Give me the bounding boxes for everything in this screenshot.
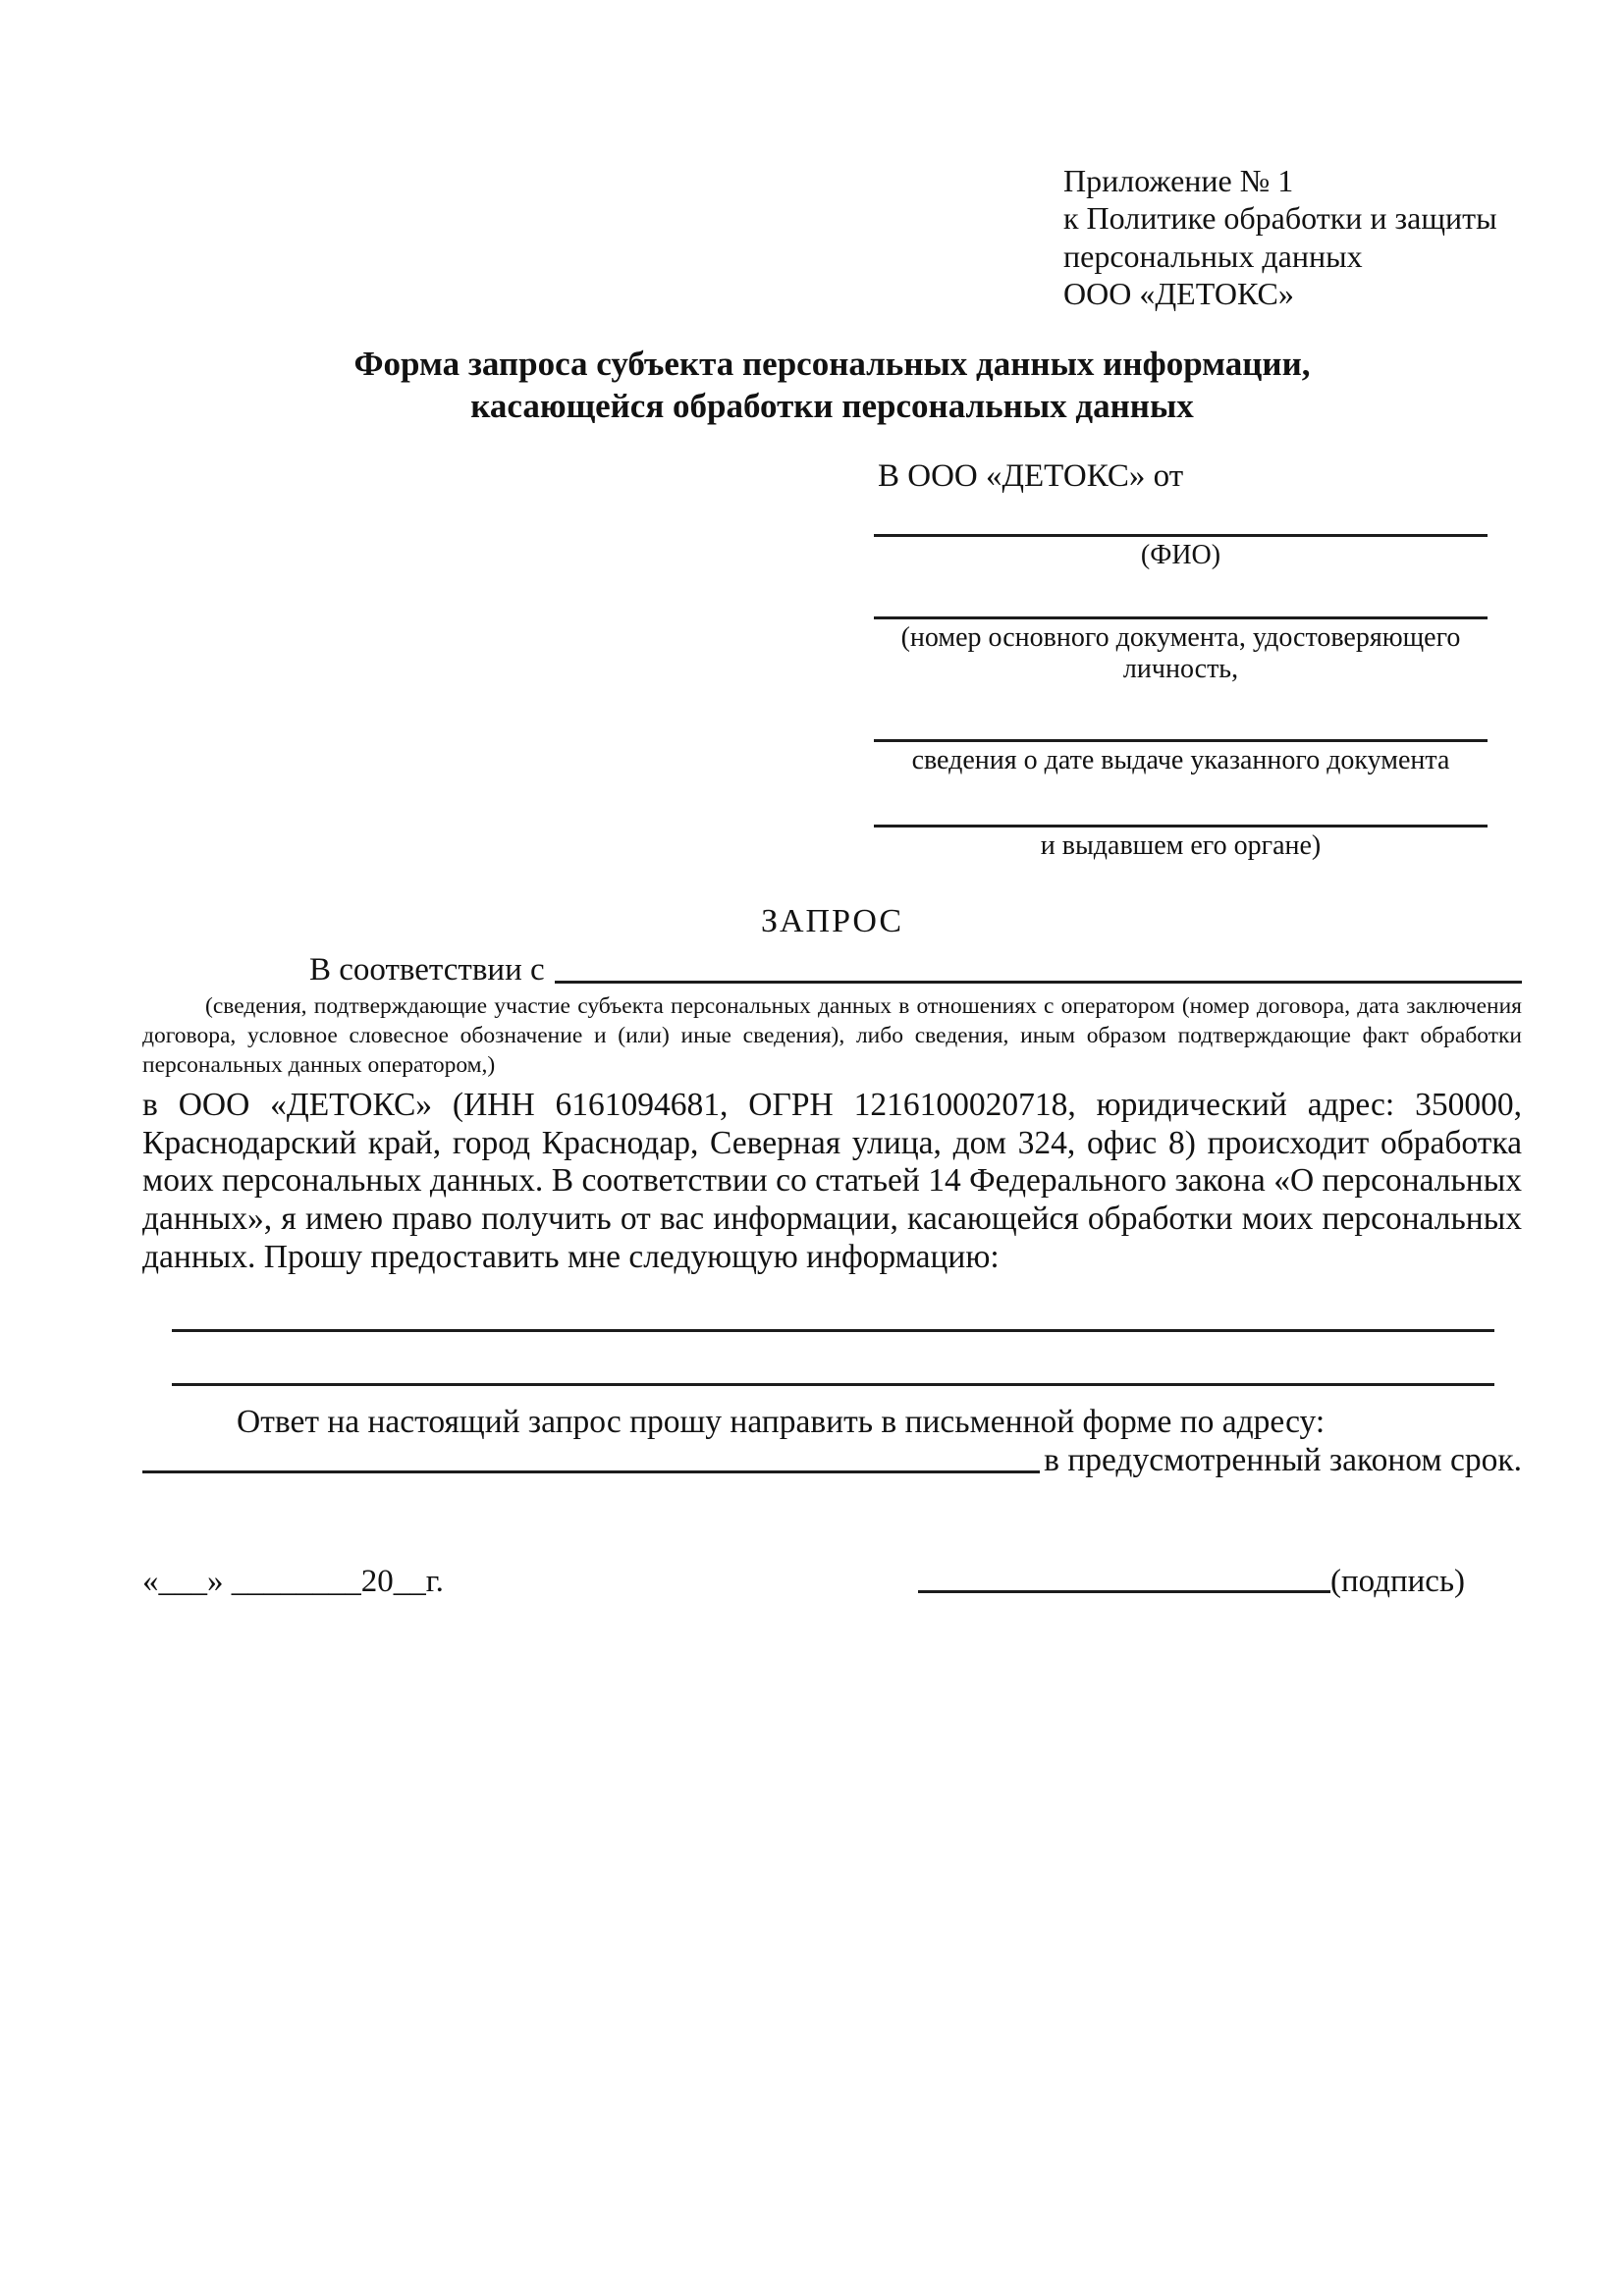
date-field: «___» ________20__г. (142, 1563, 444, 1599)
signature-caption: (подпись) (1330, 1563, 1465, 1599)
appendix-line: Приложение № 1 (1063, 163, 1294, 198)
fio-caption: (ФИО) (1140, 540, 1221, 571)
appendix-line: персональных данных (1063, 238, 1363, 274)
issue-date-caption: сведения о дате выдаче указанного документа (911, 744, 1450, 775)
info-input-line-1 (172, 1311, 1494, 1332)
answer-paragraph: Ответ на настоящий запрос прошу направить в письменной форме по адресу: (237, 1404, 1326, 1441)
fio-field (874, 516, 1488, 571)
signature-group (918, 1564, 1465, 1600)
info-input-line-2 (172, 1365, 1494, 1386)
answer-address-row (142, 1442, 1522, 1479)
accordance-prefix: В соответствии с (309, 952, 545, 988)
issue-date-input-line (874, 721, 1488, 742)
body-paragraph: в ООО «ДЕТОКС» (ИНН 6161094681, ОГРН 1216100020718, юридический адрес: 350000, Краснодарский край, город Краснодар, Северная улица, дом 324, офис 8) происходит обработка моих персональных данных. В соответствии со статьей 14 Федерального закона «О персональных данных», я имею право получить от вас информации, касающейся обработки моих персональных данных. Прошу предоставить мне следующую информацию: (142, 1086, 1522, 1275)
address-input-line (142, 1469, 1040, 1473)
answer-suffix: в предусмотренный законом срок. (1044, 1441, 1522, 1478)
addressee-to-line: В ООО «ДЕТОКС» от (878, 458, 1184, 495)
document-number-caption: (номер основного документа, удостоверяющего личность, (900, 621, 1461, 684)
issuing-authority-field (874, 807, 1488, 862)
document-number-input-line (874, 599, 1488, 619)
form-title-line: Форма запроса субъекта персональных данных информации, (353, 344, 1311, 383)
accordance-line (142, 952, 1522, 988)
small-print-note: (сведения, подтверждающие участие субъекта персональных данных в отношениях с оператором (номер договора, дата заключения договора, условное словесное обозначение и (или) иные сведения), либо сведения, иным образом подтверждающие факт обработки персональных данных оператором,) (142, 993, 1522, 1078)
form-title (142, 343, 1522, 428)
appendix-note (1063, 162, 1522, 313)
date-signature-row (142, 1564, 1522, 1600)
appendix-line: ООО «ДЕТОКС» (1063, 276, 1294, 312)
form-title-line: касающейся обработки персональных данных (470, 386, 1194, 425)
issuing-authority-input-line (874, 807, 1488, 828)
fio-input-line (874, 516, 1488, 537)
accordance-input-line (555, 980, 1522, 984)
issuing-authority-caption: и выдавшем его органе) (1040, 830, 1322, 862)
request-heading: ЗАПРОС (760, 903, 904, 940)
issue-date-field (874, 721, 1488, 776)
document-number-field (874, 599, 1488, 685)
signature-input-line (918, 1589, 1330, 1593)
appendix-line: к Политике обработки и защиты (1063, 200, 1497, 237)
addressee-block (874, 458, 1488, 862)
